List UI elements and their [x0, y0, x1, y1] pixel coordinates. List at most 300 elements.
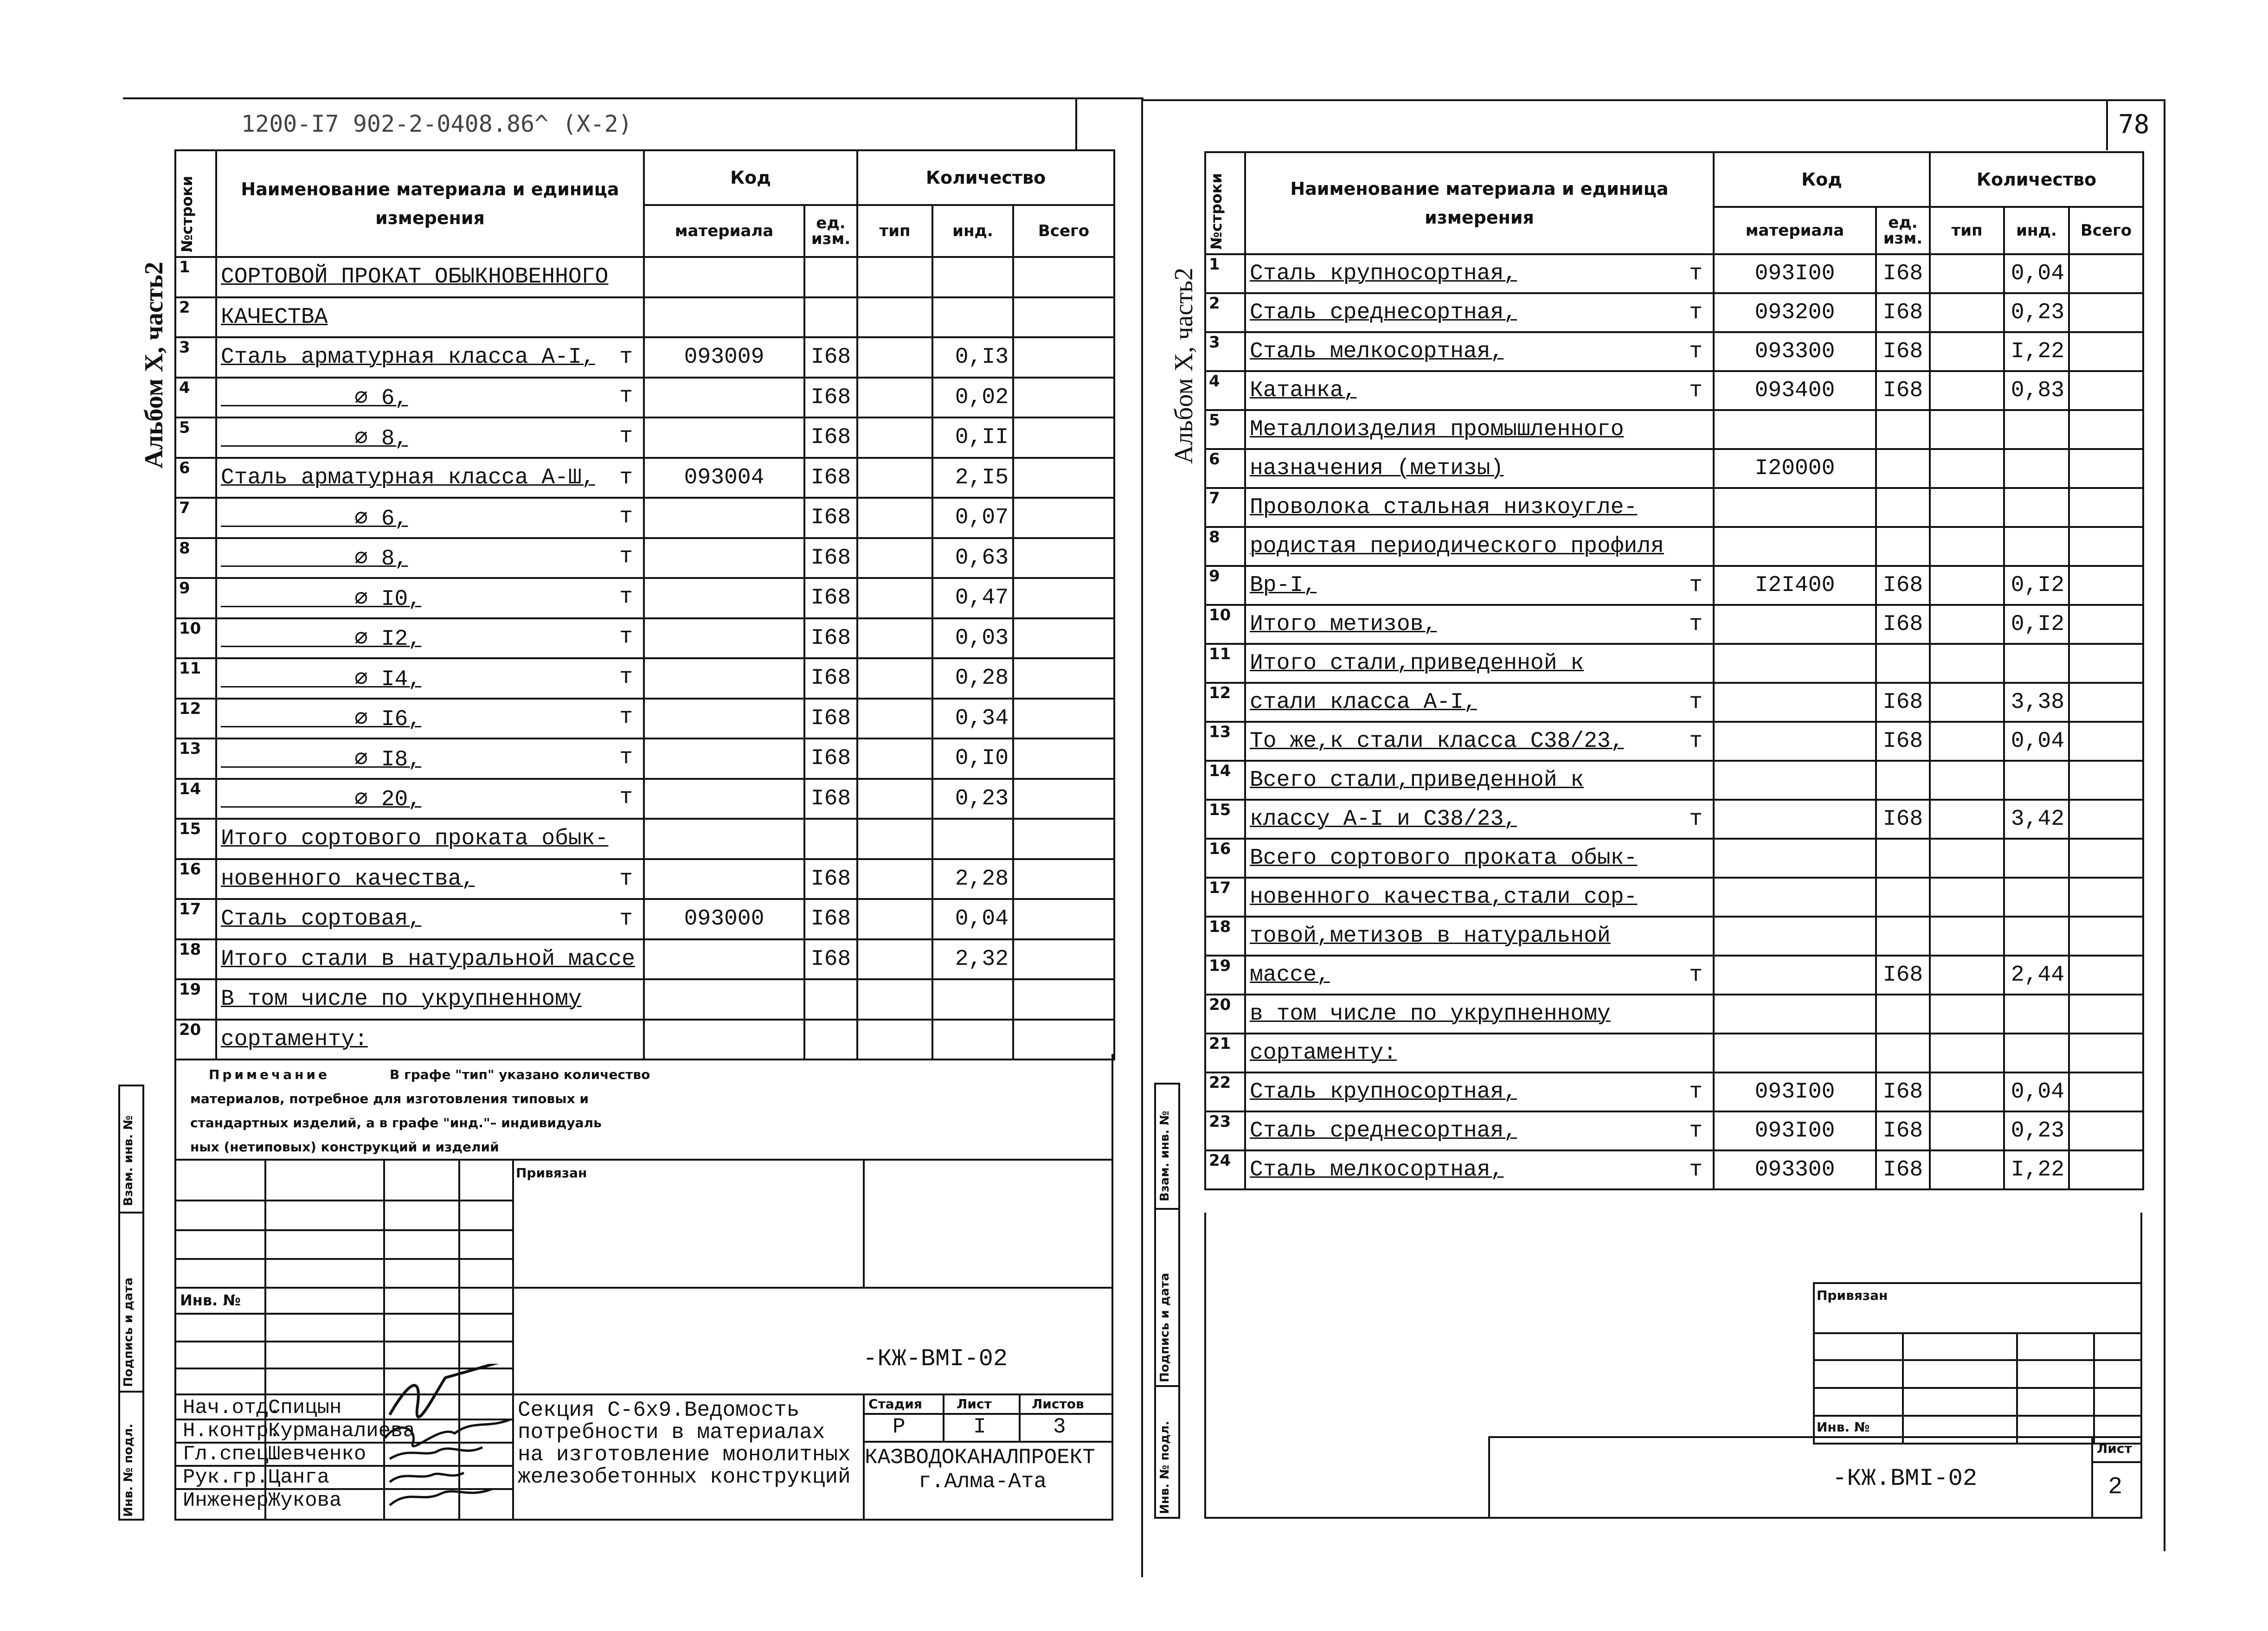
left-cell-row-number: 9 — [175, 578, 216, 618]
right-cell-material-name — [1245, 449, 1714, 488]
left-cell-material-code — [644, 939, 804, 980]
right-unit-label: т — [1689, 963, 1703, 988]
left-staff-name: Курманалиева — [268, 1419, 415, 1443]
left-cell-material-code — [644, 417, 804, 458]
right-cell-material-name — [1245, 839, 1714, 878]
left-cell-qty-total — [1013, 538, 1114, 578]
right-cell-qty-ind: 3,42 — [2004, 800, 2069, 839]
left-cell-unit-code: I68 — [804, 498, 857, 538]
left-table-row — [175, 538, 1114, 578]
left-cell-qty-type — [857, 979, 932, 1020]
right-cell-material-name — [1245, 683, 1714, 722]
right-col-rowno: №строки — [1205, 152, 1245, 254]
left-cell-unit-code — [804, 819, 857, 859]
left-cell-row-number: 3 — [175, 337, 216, 378]
left-stage-label: Стадия — [868, 1396, 922, 1412]
right-cell-qty-total — [2069, 722, 2143, 761]
right-cell-material-name — [1245, 1150, 1714, 1189]
right-cell-qty-total — [2069, 371, 2143, 410]
right-cell-qty-ind — [2004, 878, 2069, 917]
left-cell-row-number: 14 — [175, 779, 216, 819]
right-table-row — [1205, 1034, 2143, 1072]
left-cell-material-code — [644, 819, 804, 859]
left-cell-qty-total — [1013, 658, 1114, 699]
left-unit-label: т — [619, 544, 633, 570]
left-title-2: потребности в материалах — [518, 1420, 825, 1445]
left-cell-material-name — [216, 538, 644, 578]
right-cell-qty-type — [1930, 878, 2004, 917]
left-cell-row-number: 4 — [175, 378, 216, 418]
left-name-text: новенного качества, — [221, 866, 475, 892]
left-name-text: Сталь арматурная класса А-I, — [221, 345, 595, 370]
right-cell-qty-ind — [2004, 761, 2069, 800]
left-cell-row-number: 11 — [175, 658, 216, 699]
right-cell-material-name — [1245, 995, 1714, 1034]
left-cell-material-code — [644, 378, 804, 418]
left-cell-unit-code: I68 — [804, 738, 857, 779]
right-col-name: Наименование материала и единица измерения — [1245, 152, 1714, 254]
right-table-row — [1205, 1072, 2143, 1111]
right-cell-unit-code: I68 — [1876, 371, 1930, 410]
right-cell-material-name — [1245, 605, 1714, 644]
left-cell-qty-total — [1013, 779, 1114, 819]
right-table-row — [1205, 566, 2143, 605]
left-cell-material-code — [644, 257, 804, 297]
left-album-label: Альбом X, часть2 — [140, 262, 168, 469]
right-unit-label: т — [1689, 339, 1703, 364]
right-name-text: Металлоизделия промышленного — [1250, 417, 1624, 442]
left-name-text: ∅ 8, — [221, 426, 408, 451]
right-cell-qty-total — [2069, 995, 2143, 1034]
right-cell-qty-total — [2069, 332, 2143, 371]
right-cell-qty-ind — [2004, 1034, 2069, 1072]
right-cell-qty-ind: 0,83 — [2004, 371, 2069, 410]
left-cell-qty-total — [1013, 979, 1114, 1020]
left-cell-row-number: 10 — [175, 618, 216, 659]
right-cell-row-number: 21 — [1205, 1034, 1245, 1072]
right-cell-material-name — [1245, 254, 1714, 293]
left-cell-material-name — [216, 939, 644, 980]
right-name-text: классу А-I и С38/23, — [1250, 807, 1517, 832]
right-privyazan-label: Привязан — [1817, 1288, 1888, 1303]
right-cell-qty-total — [2069, 1034, 2143, 1072]
right-cell-qty-ind — [2004, 839, 2069, 878]
left-unit-label: т — [619, 384, 633, 409]
right-cell-material-code — [1714, 683, 1876, 722]
right-cell-qty-type — [1930, 566, 2004, 605]
left-cell-material-name — [216, 979, 644, 1020]
left-cell-qty-total — [1013, 578, 1114, 618]
left-cell-material-name — [216, 257, 644, 297]
left-name-text: Сталь арматурная класса А-Ш, — [221, 465, 595, 490]
left-cell-row-number: 1 — [175, 257, 216, 297]
right-cell-material-code: 093I00 — [1714, 254, 1876, 293]
right-name-text: массе, — [1250, 963, 1330, 988]
left-name-text: ∅ 6, — [221, 506, 408, 532]
left-cell-row-number: 13 — [175, 738, 216, 779]
right-cell-qty-ind: 3,38 — [2004, 683, 2069, 722]
left-cell-qty-ind: 0,34 — [932, 699, 1013, 739]
left-table-row — [175, 498, 1114, 538]
right-cell-unit-code — [1876, 1034, 1930, 1072]
left-side-inv: Инв. № подл. — [122, 1423, 135, 1517]
left-unit-label: т — [619, 664, 633, 690]
right-page-number: 78 — [2118, 109, 2150, 140]
left-table-row — [175, 578, 1114, 618]
left-cell-qty-type — [857, 458, 932, 498]
right-cell-material-name — [1245, 1111, 1714, 1150]
left-note-text-4: ных (нетиповых) конструкций и изделий — [190, 1139, 499, 1155]
left-name-text: СОРТОВОЙ ПРОКАТ ОБЫКНОВЕННОГО — [221, 264, 609, 290]
left-cell-row-number: 20 — [175, 1020, 216, 1060]
left-cell-qty-type — [857, 498, 932, 538]
left-note-text-3: стандартных изделий, а в графе "инд."– индивидуаль — [190, 1115, 602, 1130]
right-cell-row-number: 22 — [1205, 1072, 1245, 1111]
right-cell-material-code — [1714, 995, 1876, 1034]
right-col-qty-ind: инд. — [2004, 207, 2069, 254]
left-unit-label: т — [619, 866, 633, 892]
left-cell-material-name — [216, 337, 644, 378]
left-table-row — [175, 257, 1114, 297]
right-inv-no-label: Инв. № — [1817, 1419, 1870, 1435]
right-name-text: Сталь мелкосортная, — [1250, 1157, 1504, 1182]
left-cell-qty-type — [857, 658, 932, 699]
left-top-border — [123, 97, 1144, 99]
right-cell-unit-code — [1876, 878, 1930, 917]
right-unit-label: т — [1689, 807, 1703, 832]
right-cell-qty-ind: 0,23 — [2004, 293, 2069, 332]
right-table-row — [1205, 449, 2143, 488]
left-sheet-value: I — [973, 1415, 986, 1439]
left-cell-material-name — [216, 738, 644, 779]
right-cell-qty-total — [2069, 878, 2143, 917]
right-cell-material-code — [1714, 1034, 1876, 1072]
right-sheet-label: Лист — [2097, 1441, 2132, 1456]
left-cell-qty-ind: 2,28 — [932, 859, 1013, 899]
right-cell-row-number: 13 — [1205, 722, 1245, 761]
left-cell-unit-code: I68 — [804, 378, 857, 418]
right-unit-label: т — [1689, 690, 1703, 715]
right-table-row — [1205, 995, 2143, 1034]
right-doc-code: -КЖ.ВМI-02 — [1832, 1465, 1978, 1492]
right-unit-label: т — [1689, 261, 1703, 286]
left-cell-material-name — [216, 417, 644, 458]
left-cell-qty-ind: 2,32 — [932, 939, 1013, 980]
left-unit-label: т — [619, 785, 633, 810]
right-name-text: Всего сортового проката обык- — [1250, 846, 1638, 871]
right-unit-label: т — [1689, 378, 1703, 403]
right-unit-label: т — [1689, 1118, 1703, 1143]
left-name-text: ∅ I6, — [221, 707, 422, 732]
left-cell-row-number: 16 — [175, 859, 216, 899]
left-cell-qty-ind: 0,28 — [932, 658, 1013, 699]
right-cell-unit-code — [1876, 995, 1930, 1034]
right-cell-material-name — [1245, 332, 1714, 371]
right-cell-material-name — [1245, 488, 1714, 527]
right-cell-material-name — [1245, 410, 1714, 449]
right-table-row — [1205, 488, 2143, 527]
right-cell-row-number: 15 — [1205, 800, 1245, 839]
right-cell-row-number: 3 — [1205, 332, 1245, 371]
left-cell-qty-type — [857, 378, 932, 418]
right-cell-qty-total — [2069, 683, 2143, 722]
left-cell-material-name — [216, 658, 644, 699]
left-cell-qty-ind: 0,07 — [932, 498, 1013, 538]
right-cell-unit-code: I68 — [1876, 332, 1930, 371]
right-title-box — [1488, 1436, 2142, 1519]
left-name-text: В том числе по укрупненному — [221, 987, 582, 1012]
left-signatures-icon — [380, 1364, 520, 1517]
left-table-row — [175, 417, 1114, 458]
right-unit-label: т — [1689, 1157, 1703, 1182]
right-cell-row-number: 11 — [1205, 644, 1245, 683]
right-cell-qty-total — [2069, 527, 2143, 566]
left-cell-qty-type — [857, 257, 932, 297]
left-cell-unit-code: I68 — [804, 578, 857, 618]
right-cell-unit-code: I68 — [1876, 254, 1930, 293]
right-cell-unit-code: I68 — [1876, 722, 1930, 761]
right-cell-row-number: 18 — [1205, 917, 1245, 956]
left-cell-row-number: 2 — [175, 297, 216, 338]
left-name-text: Сталь сортовая, — [221, 906, 422, 932]
left-cell-unit-code: I68 — [804, 779, 857, 819]
right-cell-row-number: 5 — [1205, 410, 1245, 449]
left-cell-qty-ind: 0,23 — [932, 779, 1013, 819]
left-cell-qty-ind: 0,I0 — [932, 738, 1013, 779]
left-cell-qty-ind: 0,04 — [932, 899, 1013, 939]
left-cell-unit-code: I68 — [804, 939, 857, 980]
left-cell-row-number: 5 — [175, 417, 216, 458]
left-cell-material-name — [216, 498, 644, 538]
right-cell-material-code — [1714, 800, 1876, 839]
left-privyazan-label: Привязан — [516, 1165, 587, 1181]
right-table-row — [1205, 683, 2143, 722]
right-cell-material-name — [1245, 527, 1714, 566]
right-name-text: Итого стали,приведенной к — [1250, 651, 1584, 676]
right-cell-material-code: 093300 — [1714, 1150, 1876, 1189]
left-cell-unit-code: I68 — [804, 458, 857, 498]
right-cell-qty-total — [2069, 644, 2143, 683]
left-table-row — [175, 779, 1114, 819]
left-name-text: ∅ I8, — [221, 747, 422, 772]
left-cell-qty-ind: 0,47 — [932, 578, 1013, 618]
right-cell-qty-ind: 0,I2 — [2004, 605, 2069, 644]
left-unit-label: т — [619, 906, 633, 932]
left-col-code-unit: ед. изм. — [804, 205, 857, 257]
left-table-row — [175, 939, 1114, 980]
right-cell-qty-type — [1930, 761, 2004, 800]
left-name-text: КАЧЕСТВА — [221, 304, 328, 330]
right-name-text: То же,к стали класса С38/23, — [1250, 729, 1624, 754]
right-cell-unit-code: I68 — [1876, 293, 1930, 332]
right-cell-qty-ind: 0,04 — [2004, 722, 2069, 761]
right-cell-material-code: 093200 — [1714, 293, 1876, 332]
left-name-text: ∅ I0, — [221, 586, 422, 612]
left-cell-material-name — [216, 779, 644, 819]
right-cell-qty-total — [2069, 488, 2143, 527]
left-col-qty-total: Всего — [1013, 205, 1114, 257]
left-cell-unit-code: I68 — [804, 899, 857, 939]
right-cell-qty-total — [2069, 449, 2143, 488]
left-staff-role: Гл.спец. — [183, 1443, 281, 1466]
left-cell-qty-total — [1013, 458, 1114, 498]
left-col-qty-ind: инд. — [932, 205, 1013, 257]
right-cell-material-code — [1714, 644, 1876, 683]
right-cell-material-code — [1714, 605, 1876, 644]
left-cell-qty-total — [1013, 378, 1114, 418]
left-cell-material-code: 093009 — [644, 337, 804, 378]
right-cell-qty-type — [1930, 527, 2004, 566]
left-cell-qty-ind: 0,I3 — [932, 337, 1013, 378]
right-table-row — [1205, 761, 2143, 800]
left-cell-qty-total — [1013, 819, 1114, 859]
right-cell-qty-type — [1930, 332, 2004, 371]
right-cell-material-code: I2I400 — [1714, 566, 1876, 605]
left-cell-material-code: 093004 — [644, 458, 804, 498]
right-cell-unit-code: I68 — [1876, 1072, 1930, 1111]
right-cell-qty-type — [1930, 488, 2004, 527]
right-cell-qty-ind — [2004, 488, 2069, 527]
right-cell-qty-type — [1930, 956, 2004, 995]
left-cell-qty-total — [1013, 297, 1114, 338]
right-cell-qty-ind: 0,04 — [2004, 1072, 2069, 1111]
left-cell-material-name — [216, 378, 644, 418]
right-cell-material-code: 093300 — [1714, 332, 1876, 371]
left-cell-material-code — [644, 738, 804, 779]
right-cell-unit-code: I68 — [1876, 1150, 1930, 1189]
left-table-row — [175, 819, 1114, 859]
left-cell-material-name — [216, 578, 644, 618]
left-table-row — [175, 337, 1114, 378]
right-cell-qty-ind: I,22 — [2004, 332, 2069, 371]
left-cell-qty-ind: 2,I5 — [932, 458, 1013, 498]
right-cell-material-name — [1245, 722, 1714, 761]
right-cell-qty-type — [1930, 1111, 2004, 1150]
right-cell-row-number: 23 — [1205, 1111, 1245, 1150]
left-cell-material-code — [644, 297, 804, 338]
right-cell-qty-type — [1930, 722, 2004, 761]
right-cell-row-number: 20 — [1205, 995, 1245, 1034]
left-table-row — [175, 899, 1114, 939]
left-name-text: ∅ I4, — [221, 667, 422, 692]
right-cell-qty-total — [2069, 839, 2143, 878]
left-col-code-material: материала — [644, 205, 804, 257]
left-cell-unit-code — [804, 297, 857, 338]
left-cell-qty-total — [1013, 859, 1114, 899]
left-cell-material-code — [644, 979, 804, 1020]
right-cell-row-number: 8 — [1205, 527, 1245, 566]
right-cell-material-code — [1714, 878, 1876, 917]
right-col-code-material: материала — [1714, 207, 1876, 254]
right-cell-material-name — [1245, 644, 1714, 683]
left-cell-qty-total — [1013, 939, 1114, 980]
right-cell-material-name — [1245, 917, 1714, 956]
left-cell-qty-ind — [932, 257, 1013, 297]
right-table-row — [1205, 410, 2143, 449]
right-cell-unit-code: I68 — [1876, 683, 1930, 722]
right-cell-qty-type — [1930, 605, 2004, 644]
left-cell-row-number: 15 — [175, 819, 216, 859]
left-cell-unit-code — [804, 979, 857, 1020]
right-cell-material-name — [1245, 878, 1714, 917]
right-name-text: стали класса А-I, — [1250, 690, 1477, 715]
right-cell-qty-ind: 0,23 — [2004, 1111, 2069, 1150]
right-cell-qty-type — [1930, 293, 2004, 332]
right-unit-label: т — [1689, 573, 1703, 598]
left-cell-qty-type — [857, 819, 932, 859]
right-cell-qty-total — [2069, 800, 2143, 839]
left-staff-role: Нач.отд. — [183, 1396, 281, 1419]
right-cell-qty-type — [1930, 449, 2004, 488]
left-note-text-2: материалов, потребное для изготовления типовых и — [190, 1091, 589, 1106]
right-name-text: новенного качества,стали сор- — [1250, 885, 1638, 910]
left-cell-qty-ind: 0,03 — [932, 618, 1013, 659]
left-cell-qty-type — [857, 618, 932, 659]
left-header-code: 1200-I7 902-2-0408.86^ (X-2) — [241, 110, 632, 137]
right-album-label: Альбом X, часть2 — [1169, 267, 1198, 464]
right-cell-row-number: 14 — [1205, 761, 1245, 800]
left-cell-material-name — [216, 297, 644, 338]
right-table-row — [1205, 878, 2143, 917]
right-cell-unit-code — [1876, 644, 1930, 683]
right-cell-unit-code — [1876, 761, 1930, 800]
right-cell-unit-code: I68 — [1876, 1111, 1930, 1150]
right-cell-material-code — [1714, 722, 1876, 761]
left-cell-qty-ind: 0,63 — [932, 538, 1013, 578]
left-org-2: г.Алма-Ата — [919, 1470, 1047, 1494]
left-sheets-value: 3 — [1053, 1415, 1066, 1439]
left-cell-qty-total — [1013, 498, 1114, 538]
right-cell-material-code — [1714, 761, 1876, 800]
left-cell-qty-total — [1013, 618, 1114, 659]
right-cell-row-number: 19 — [1205, 956, 1245, 995]
left-cell-qty-type — [857, 337, 932, 378]
page-fold-line — [1141, 99, 1143, 1577]
left-table-row — [175, 297, 1114, 338]
right-name-text: Всего стали,приведенной к — [1250, 768, 1584, 793]
right-table-row — [1205, 644, 2143, 683]
right-cell-qty-type — [1930, 683, 2004, 722]
right-table-row — [1205, 605, 2143, 644]
right-cell-unit-code — [1876, 449, 1930, 488]
right-name-text: назначения (метизы) — [1250, 456, 1504, 481]
right-col-code: Код — [1714, 152, 1930, 207]
right-col-qty-total: Всего — [2069, 207, 2143, 254]
left-cell-material-code: 093000 — [644, 899, 804, 939]
left-name-text: Итого стали в натуральной массе — [221, 946, 635, 972]
left-name-text: ∅ 20, — [221, 787, 422, 813]
left-cell-qty-type — [857, 939, 932, 980]
right-cell-qty-total — [2069, 1072, 2143, 1111]
right-table-row — [1205, 1150, 2143, 1189]
right-cell-qty-type — [1930, 1072, 2004, 1111]
left-name-text: ∅ 6, — [221, 386, 408, 411]
left-sheets-label: Листов — [1032, 1396, 1084, 1412]
right-cell-row-number: 24 — [1205, 1150, 1245, 1189]
left-cell-qty-ind: 0,02 — [932, 378, 1013, 418]
right-cell-material-name — [1245, 956, 1714, 995]
right-cell-row-number: 10 — [1205, 605, 1245, 644]
right-name-text: Вр-I, — [1250, 573, 1317, 598]
right-table-row — [1205, 371, 2143, 410]
left-cell-material-code — [644, 658, 804, 699]
left-cell-unit-code: I68 — [804, 337, 857, 378]
right-name-text: Сталь крупносортная, — [1250, 1079, 1517, 1104]
left-cell-unit-code: I68 — [804, 859, 857, 899]
left-cell-unit-code: I68 — [804, 538, 857, 578]
right-side-podpis: Подпись и дата — [1158, 1272, 1172, 1382]
right-cell-qty-ind — [2004, 527, 2069, 566]
